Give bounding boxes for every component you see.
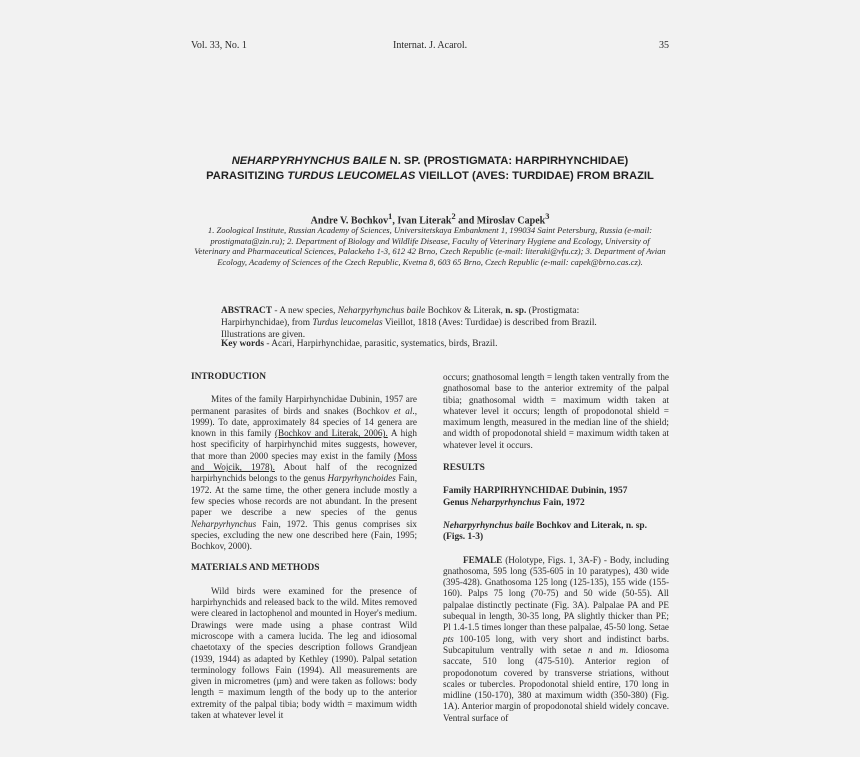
- citation-link[interactable]: (Moss and Wojcik, 1978).: [191, 450, 417, 473]
- taxon-genus-line: Genus Neharpyrhynchus Fain, 1972: [443, 497, 585, 508]
- author-affiliations: 1. Zoological Institute, Russian Academy of Sciences, Universitetskaya Embankment 1, 199034 Saint Petersburg, Russia (e-mail: prostigmata@zin.ru); 2. Department of Biology and Wildlife Disease, Faculty of Veterinary Hygiene and Ecology, University of Veterinary and Pharmaceutical Sciences, Palackeho 1-3, 612 42 Brno, Czech Republic (e-mail: literaki@vfu.cz); 3. Department of Avian Ecology, Academy of Sciences of the Czech Republic, Kvetna 8, 603 65 Brno, Czech Republic (e-mail: capek@brno.cas.cz).: [194, 225, 666, 267]
- title-host-species: TURDUS LEUCOMELAS: [287, 170, 416, 182]
- key-words: Key words - Acari, Harpirhynchidae, parasitic, systematics, birds, Brazil.: [221, 339, 498, 349]
- species-heading: Neharpyrhynchus baile Bochkov and Literak, n. sp.: [443, 520, 647, 531]
- section-heading-introduction: INTRODUCTION: [191, 372, 267, 382]
- methods-paragraph-continued: occurs; gnathosomal length = length taken ventrally from the gnathosomal base to the anterior extremity of the palpal tibia; gnathosomal width = maximum width taken at whatever level it occurs; length of propodonotal shield = maximum length, measured in the median line of the shield; and width of propodonotal shield = maximum width taken at whatever level it occurs.: [443, 372, 669, 450]
- left-column: [191, 372, 417, 721]
- section-heading-results: RESULTS: [443, 463, 485, 474]
- abstract: ABSTRACT - A new species, Neharpyrhynchus baile Bochkov & Literak, n. sp. (Prostigmata: Harpirhynchidae), from Turdus leucomelas Vieillot, 1818 (Aves: Turdidae) is described from Brazil. Illustrations are given.: [221, 306, 597, 340]
- species-figures-ref: (Figs. 1-3): [443, 532, 484, 543]
- methods-paragraph: Wild birds were examined for the presence of harpirhynchids and released back to the wild. Mites removed were cleared in lactophenol and mounted in Hoyer's medium. Drawings were made using a phase contrast Wild microscope with a camera lucida. The leg and idiosomal chaetotaxy of the species description follows Grandjean (1939, 1944) as adapted by Kethley (1990). Palpal setation terminology follows Fain (1994). All measurements are given in micrometres (µm) and were taken as follows: body length = maximum length of the body up to the anterior extremity of the palpal tibia; body width = maximum width taken at whatever level it: [191, 585, 417, 721]
- right-column: [443, 372, 669, 724]
- section-heading-methods: MATERIALS AND METHODS: [191, 563, 320, 574]
- author-list: Andre V. Bochkov$^1$, Ivan Literak$^2$ and Miroslav Capek$^3$: [310, 212, 550, 227]
- citation-link[interactable]: (Bochkov and Literak, 2006).: [274, 428, 388, 439]
- running-header-journal: Internat. J. Acarol.: [393, 40, 468, 51]
- page-number: 35: [659, 40, 669, 51]
- taxon-family-line: Family HARPIRHYNCHIDAE Dubinin, 1957: [443, 486, 628, 497]
- running-header-volume: Vol. 33, No. 1: [191, 40, 247, 51]
- title-genus-species: NEHARPYRHYNCHUS BAILE: [231, 155, 387, 167]
- introduction-paragraph: Mites of the family Harpirhynchidae Dubinin, 1957 are permanent parasites of birds and snakes (Bochkov et al., 1999). To date, approximately 84 species of 14 genera are known in this family (Bochkov and Literak, 2006). A high host specificity of harpirhynchid mites suggests, however, that more than 2000 species may exist in the family (Moss and Wojcik, 1978). About half of the recognized harpirhynchids belongs to the genus Harpyrhynchoides Fain, 1972. At the same time, the other genera include mostly a few species whose records are not abundant. In the present paper we describe a new species of the genus Neharpyrhynchus Fain, 1972. This genus comprises six species, excluding the new one described here (Fain, 1995; Bochkov, 2000).: [191, 394, 417, 552]
- female-description: FEMALE (Holotype, Figs. 1, 3A-F) - Body, including gnathosoma, 595 long (535-605 in 10 paratypes), 430 wide (395-428). Gnathosoma 125 long (125-135), 155 wide (155-160). Palps 75 long (70-75) and 50 wide (50-55). All palpalae distinctly pectinate (Fig. 3A). Palpalae PA and PE subequal in length, 30-35 long, PA slightly thicker than PE; Pl 1.4-1.5 times longer than these palpalae, 45-50 long. Setae pts 100-105 long, with very short and indistinct barbs. Subcapitulum ventrally with setae n and m. Idiosoma saccate, 510 long (475-510). Anterior region of propodonotum covered by transverse striations, without scales or tubercles. Propodonotal shield entire, 170 long in midline (150-170), 380 at maximum width (350-380) (Fig. 1A). Anterior margin of propodonotal shield widely concave. Ventral surface of: [443, 554, 670, 723]
- paper-title-line-1: NEHARPYRHYNCHUS BAILE N. SP. (PROSTIGMATA: HARPIRHYNCHIDAE): [231, 155, 629, 167]
- paper-title-line-2: PARASITIZING TURDUS LEUCOMELAS VIEILLOT (AVES: TURDIDAE) FROM BRAZIL: [206, 170, 654, 182]
